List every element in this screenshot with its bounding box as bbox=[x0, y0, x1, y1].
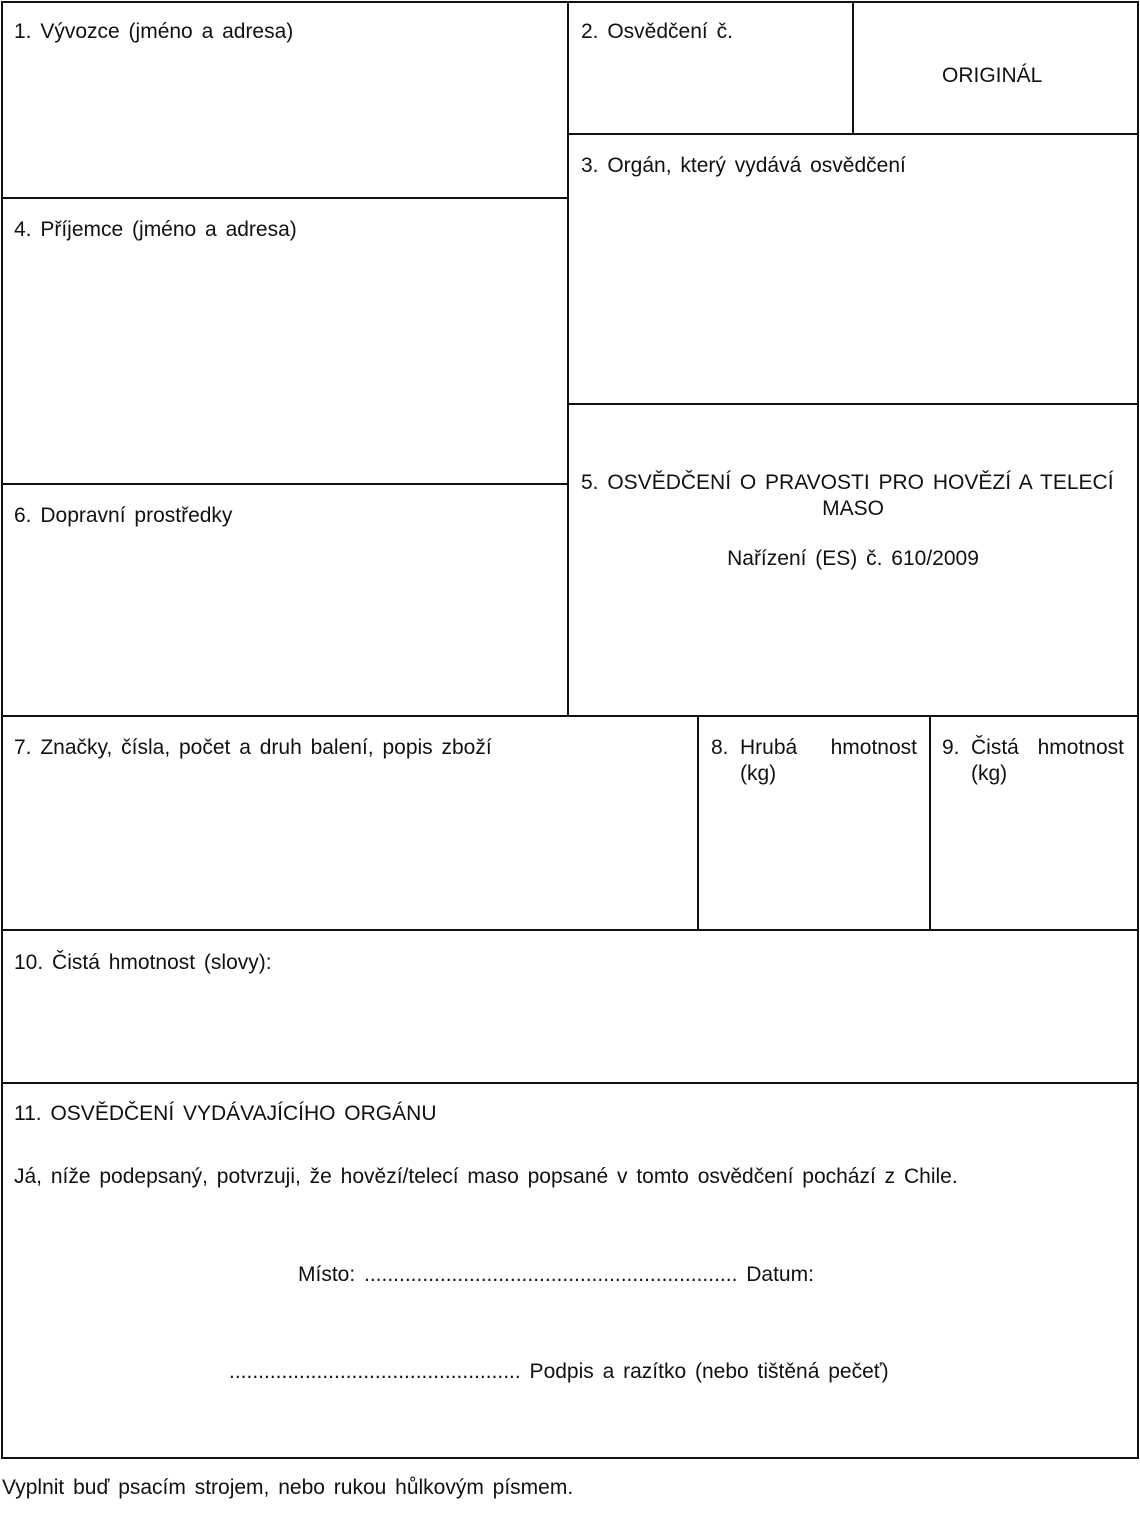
border-bottom bbox=[1, 1457, 1139, 1459]
box4-consignee-label: 4. Příjemce (jméno a adresa) bbox=[14, 218, 297, 241]
divider-box4-box6 bbox=[1, 483, 569, 485]
box8-word-gross: Hrubá bbox=[740, 736, 798, 759]
box5-regulation: Nařízení (ES) č. 610/2009 bbox=[727, 547, 979, 570]
box6-transport-label: 6. Dopravní prostředky bbox=[14, 504, 233, 527]
divider-box3-box5 bbox=[567, 403, 1139, 405]
box9-unit: (kg) bbox=[971, 762, 1008, 785]
box8-number: 8. bbox=[711, 736, 729, 759]
divider-box7-box8 bbox=[697, 715, 699, 931]
divider-box1-box4 bbox=[1, 197, 569, 199]
box8-unit: (kg) bbox=[740, 762, 777, 785]
footer-note: Vyplnit buď psacím strojem, nebo rukou hůlkovým písmem. bbox=[2, 1476, 574, 1499]
box3-issuing-authority-label: 3. Orgán, který vydává osvědčení bbox=[581, 154, 906, 177]
divider-box2-original bbox=[852, 1, 854, 135]
divider-box8-box9 bbox=[929, 715, 931, 931]
original-label: ORIGINÁL bbox=[942, 64, 1043, 87]
box10-net-weight-words-label: 10. Čistá hmotnost (slovy): bbox=[14, 951, 272, 974]
border-left bbox=[1, 1, 3, 1459]
box5-title-line2: MASO bbox=[822, 497, 884, 520]
box8-word-weight: hmotnost bbox=[830, 736, 917, 759]
signature-stamp-line: .................................................. Podpis a razítko (nebo tištěná pečeť) bbox=[229, 1360, 889, 1383]
divider-left-right bbox=[567, 1, 569, 717]
box7-goods-description-label: 7. Značky, čísla, počet a druh balení, popis zboží bbox=[14, 736, 492, 759]
box5-title-line1: 5. OSVĚDČENÍ O PRAVOSTI PRO HOVĚZÍ A TELECÍ bbox=[581, 471, 1114, 494]
box1-exporter-label: 1. Vývozce (jméno a adresa) bbox=[14, 20, 294, 43]
divider-top-box10 bbox=[1, 929, 1139, 931]
box9-number: 9. bbox=[942, 736, 960, 759]
box9-word-net: Čistá bbox=[971, 736, 1019, 759]
divider-box2-box3 bbox=[567, 133, 1139, 135]
box9-net-weight-label bbox=[942, 735, 1124, 787]
divider-top-box7 bbox=[1, 715, 1139, 717]
box11-title: 11. OSVĚDČENÍ VYDÁVAJÍCÍHO ORGÁNU bbox=[14, 1102, 437, 1125]
divider-top-box11 bbox=[1, 1082, 1139, 1084]
box8-gross-weight-label bbox=[711, 735, 917, 787]
border-right bbox=[1137, 1, 1139, 1459]
border-top bbox=[1, 1, 1139, 3]
box11-statement: Já, níže podepsaný, potvrzuji, že hovězí/telecí maso popsané v tomto osvědčení pochází z Chile. bbox=[14, 1165, 958, 1188]
place-date-line: Místo: ................................................................ Datum: bbox=[298, 1263, 814, 1286]
box2-certificate-number-label: 2. Osvědčení č. bbox=[581, 20, 733, 43]
box9-word-weight: hmotnost bbox=[1037, 736, 1124, 759]
